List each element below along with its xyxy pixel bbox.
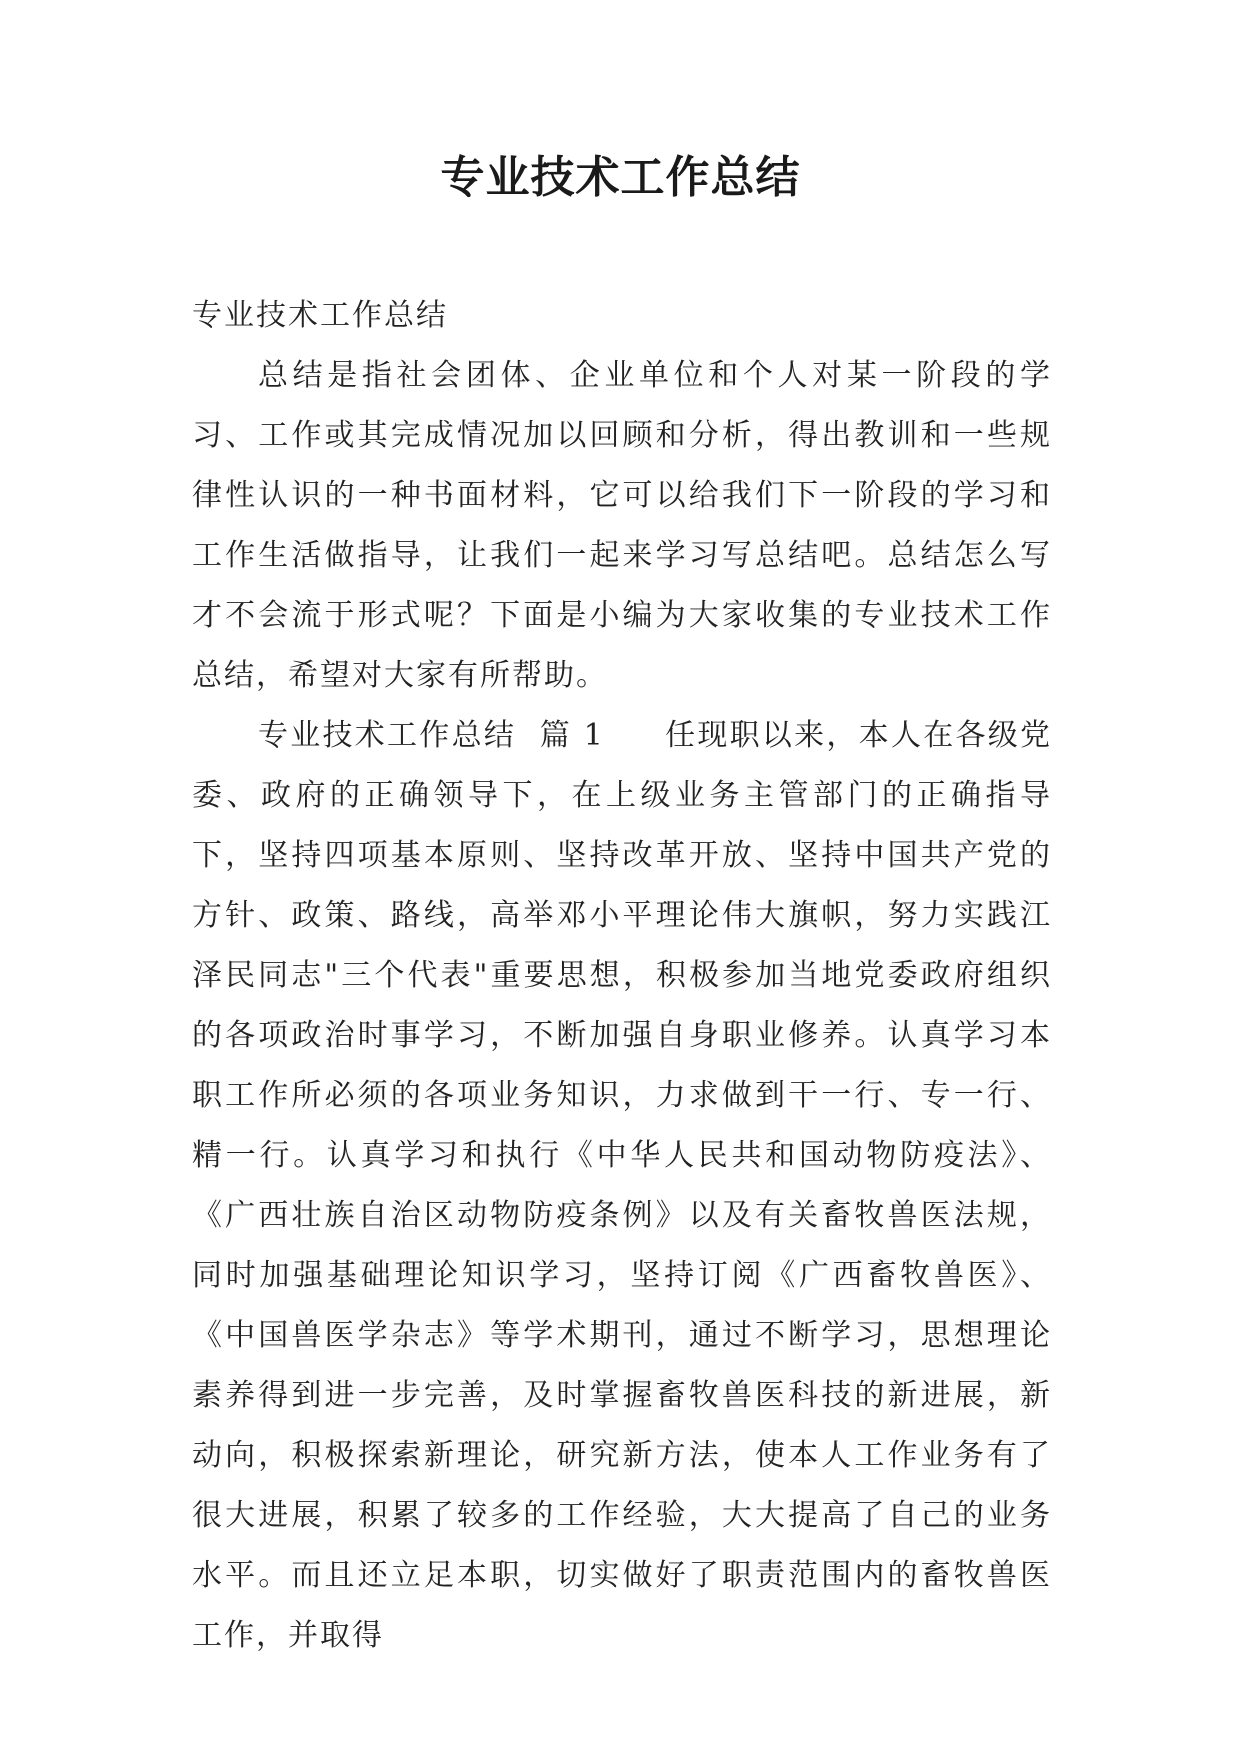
document-title: 专业技术工作总结: [440, 152, 801, 203]
intro-paragraph: 总结是指社会团体、企业单位和个人对某一阶段的学习、工作或其完成情况加以回顾和分析，得出教训和一些规律性认识的一种书面材料，它可以给我们下一阶段的学习和工作生活做指导，让我们一起来学习写总结吧。总结怎么写才不会流于形式呢？下面是小编为大家收集的专业技术工作总结，希望对大家有所帮助。: [192, 358, 1052, 693]
section-1-body: 任现职以来，本人在各级党委、政府的正确领导下，在上级业务主管部门的正确指导下，坚持四项基本原则、坚持改革开放、坚持中国共产党的方针、政策、路线，高举邓小平理论伟大旗帜，努力实践江泽民同志"三个代表"重要思想，积极参加当地党委政府组织的各项政治时事学习，不断加强自身职业修养。认真学习本职工作所必须的各项业务知识，力求做到干一行、专一行、精一行。认真学习和执行《中华人民共和国动物防疫法》、《广西壮族自治区动物防疫条例》以及有关畜牧兽医法规，同时加强基础理论知识学习，坚持订阅《广西畜牧兽医》、《中国兽医学杂志》等学术期刊，通过不断学习，思想理论素养得到进一步完善，及时掌握畜牧兽医科技的新进展，新动向，积极探索新理论，研究新方法，使本人工作业务有了很大进展，积累了较多的工作经验，大大提高了自己的业务水平。而且还立足本职，切实做好了职责范围内的畜牧兽医工作，并取得: [192, 718, 1052, 1653]
document-body: [192, 286, 1052, 1666]
section-1-paragraph: [192, 706, 1052, 1666]
section-1-heading: 专业技术工作总结 篇 1: [258, 718, 605, 753]
document-subtitle: 专业技术工作总结: [192, 298, 448, 333]
